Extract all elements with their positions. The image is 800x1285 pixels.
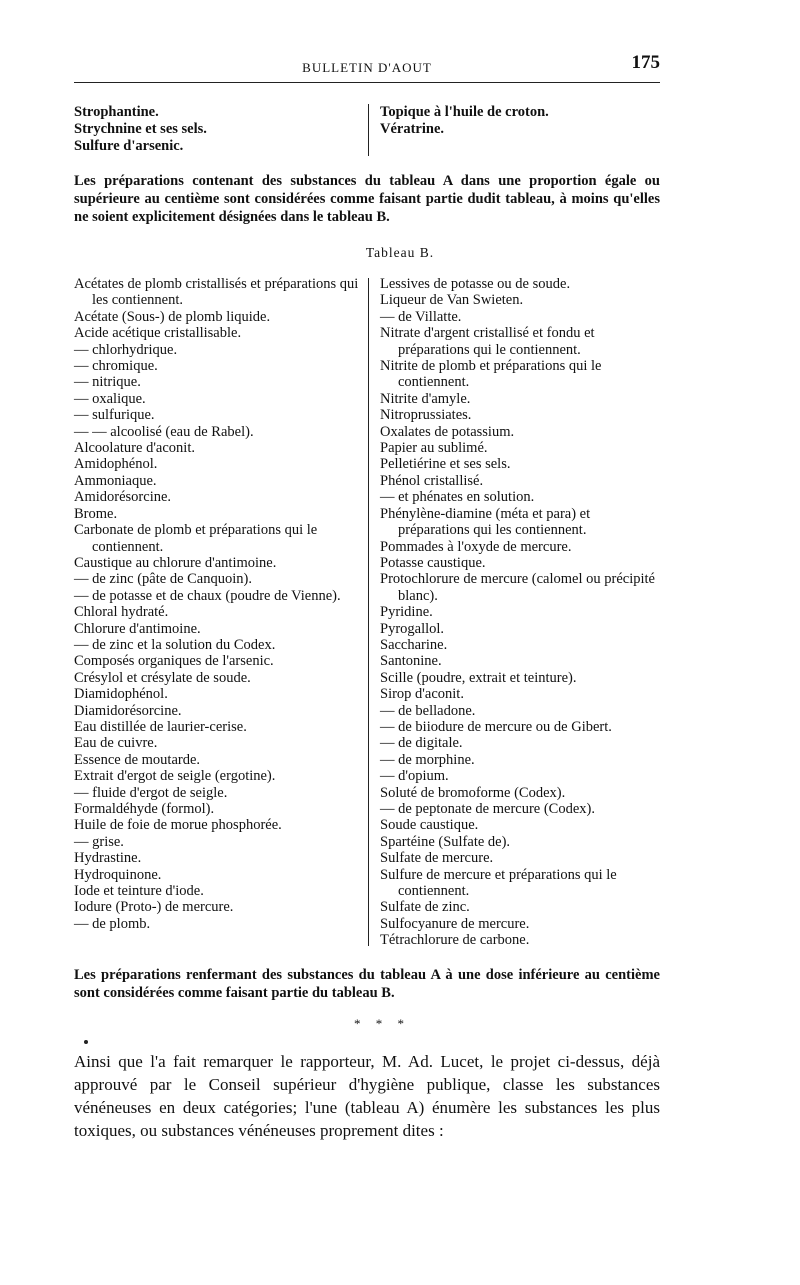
table-entry: — nitrique. [74, 374, 141, 391]
table-entry: — sulfurique. [74, 407, 155, 424]
table-entry: Huile de foie de morue phosphorée. [74, 817, 282, 834]
table-entry: — et phénates en solution. [380, 489, 535, 506]
table-entry: Acide acétique cristallisable. [74, 325, 242, 342]
intro-paragraph: Les préparations contenant des substances du tableau A dans une proportion égale ou supérieure au centième sont considérées comme faisant partie dudit tableau, à moins qu'elles ne soient explicitement désignées dans le tableau B. [74, 173, 660, 225]
table-entry: Liqueur de Van Swieten. [380, 292, 524, 309]
table-entry: Soluté de bromoforme (Codex). [380, 784, 566, 801]
table-entry: Nitrate d'argent cristallisé et fondu et préparations qui le contiennent. [380, 325, 595, 358]
table-entry: Eau distillée de laurier-cerise. [74, 718, 247, 735]
table-b-right-column [380, 276, 662, 949]
table-entry: Amidophénol. [74, 456, 158, 473]
table-entry: — d'opium. [380, 768, 449, 785]
table-entry: Crésylol et crésylate de soude. [74, 669, 251, 686]
table-title: Tableau B. [365, 245, 435, 260]
table-entry: Oxalates de potassium. [380, 423, 515, 440]
table-entry: Potasse caustique. [380, 554, 486, 571]
table-entry: — oxalique. [74, 390, 146, 407]
table-entry: Spartéine (Sulfate de). [380, 833, 511, 850]
list-item: Topique à l'huile de croton. [380, 104, 549, 120]
table-entry: Nitroprussiates. [380, 407, 472, 424]
table-entry: — de potasse et de chaux (poudre de Vienne). [74, 587, 341, 604]
table-entry: Sulfate de zinc. [380, 899, 470, 916]
stray-mark [84, 1040, 88, 1044]
table-entry: Iodure (Proto-) de mercure. [74, 899, 234, 916]
table-entry: Tétrachlorure de carbone. [380, 932, 530, 949]
table-entry: — de digitale. [380, 735, 463, 752]
running-title: BULLETIN D'AOUT [302, 60, 432, 75]
list-item: Strychnine et ses sels. [74, 121, 207, 137]
table-entry: Pyrogallol. [380, 620, 445, 637]
table-entry: Scille (poudre, extrait et teinture). [380, 669, 577, 686]
table-entry: Phénylène-diamine (méta et para) et préparations qui les contiennent. [380, 505, 591, 539]
table-entry: — chromique. [74, 358, 158, 375]
table-entry: Ammoniaque. [74, 472, 157, 489]
table-entry: Sulfocyanure de mercure. [380, 915, 530, 932]
table-entry: Nitrite de plomb et préparations qui le contiennent. [380, 358, 602, 391]
table-entry: Acétates de plomb cristallisés et préparations qui les contiennent. [74, 276, 359, 309]
table-entry: Diamidorésorcine. [74, 702, 182, 719]
table-entry: Brome. [74, 505, 118, 522]
running-head [74, 52, 660, 83]
table-entry: Protochlorure de mercure (calomel ou précipité blanc). [380, 571, 655, 604]
list-item: Strophantine. [74, 104, 159, 120]
table-entry: — chlorhydrique. [74, 341, 178, 358]
table-entry: Composés organiques de l'arsenic. [74, 653, 274, 670]
table-entry: Nitrite d'amyle. [380, 390, 471, 407]
table-entry: Hydrastine. [74, 850, 142, 867]
table-entry: Pommades à l'oxyde de mercure. [380, 538, 572, 555]
table-entry: — de Villatte. [380, 308, 462, 325]
table-entry: — — alcoolisé (eau de Rabel). [74, 423, 254, 440]
table-entry: Soude caustique. [380, 817, 479, 834]
table-entry: Lessives de potasse ou de soude. [380, 276, 571, 292]
column-divider-table [368, 278, 369, 946]
table-entry: Chlorure d'antimoine. [74, 620, 201, 637]
top-list-left [74, 104, 364, 155]
table-entry: — de morphine. [380, 751, 475, 768]
table-entry: Sulfure de mercure et préparations qui le contiennent. [380, 866, 617, 900]
table-entry: Pelletiérine et ses sels. [380, 456, 511, 473]
table-entry: — de peptonate de mercure (Codex). [380, 801, 595, 817]
after-table-paragraph: Les préparations renfermant des substances du tableau A à une dose inférieure au centième sont considérées comme faisant partie du tableau B. [74, 967, 660, 1001]
table-entry: Essence de moutarde. [74, 751, 201, 768]
table-entry: Caustique au chlorure d'antimoine. [74, 554, 277, 571]
table-entry: — de biiodure de mercure ou de Gibert. [380, 718, 612, 735]
top-list-right [380, 104, 670, 138]
table-entry: Hydroquinone. [74, 866, 162, 883]
table-entry: Sulfate de mercure. [380, 850, 494, 867]
table-entry: Eau de cuivre. [74, 735, 158, 752]
table-entry: Santonine. [380, 653, 442, 670]
table-entry: Chloral hydraté. [74, 604, 169, 621]
list-item: Vératrine. [380, 121, 445, 137]
table-entry: Pyridine. [380, 604, 433, 621]
table-entry: Diamidophénol. [74, 686, 168, 703]
table-entry: — de zinc et la solution du Codex. [74, 636, 276, 653]
table-entry: Amidorésorcine. [74, 489, 172, 506]
table-entry: Papier au sublimé. [380, 440, 488, 457]
table-b-left-column [74, 276, 360, 932]
table-entry: Iode et teinture d'iode. [74, 883, 204, 900]
table-entry: — fluide d'ergot de seigle. [74, 784, 228, 801]
table-entry: — de zinc (pâte de Canquoin). [74, 571, 252, 588]
list-item: Sulfure d'arsenic. [74, 138, 184, 154]
table-entry: — grise. [74, 833, 124, 850]
table-entry: — de belladone. [380, 702, 476, 719]
column-divider-top [368, 104, 369, 156]
table-entry: Saccharine. [380, 636, 448, 653]
table-entry: Sirop d'aconit. [380, 686, 464, 703]
table-entry: Alcoolature d'aconit. [74, 440, 195, 457]
closing-paragraph: Ainsi que l'a fait remarquer le rapporteur, M. Ad. Lucet, le projet ci-dessus, déjà approuvé par le Conseil supérieur d'hygiène publique, classe les substances vénéneuses en deux catégories; l'une (tableau A) énumère les substances les plus toxiques, ou substances vénéneuses proprement dites : [74, 1052, 660, 1140]
table-entry: — de plomb. [74, 915, 151, 932]
table-entry: Carbonate de plomb et préparations qui le contiennent. [74, 522, 318, 555]
table-entry: Formaldéhyde (formol). [74, 801, 215, 817]
table-entry: Phénol cristallisé. [380, 472, 484, 489]
table-entry: Acétate (Sous-) de plomb liquide. [74, 308, 271, 325]
table-entry: Extrait d'ergot de seigle (ergotine). [74, 768, 276, 785]
separator: * * * [354, 1016, 410, 1031]
page-number: 175 [631, 52, 660, 73]
